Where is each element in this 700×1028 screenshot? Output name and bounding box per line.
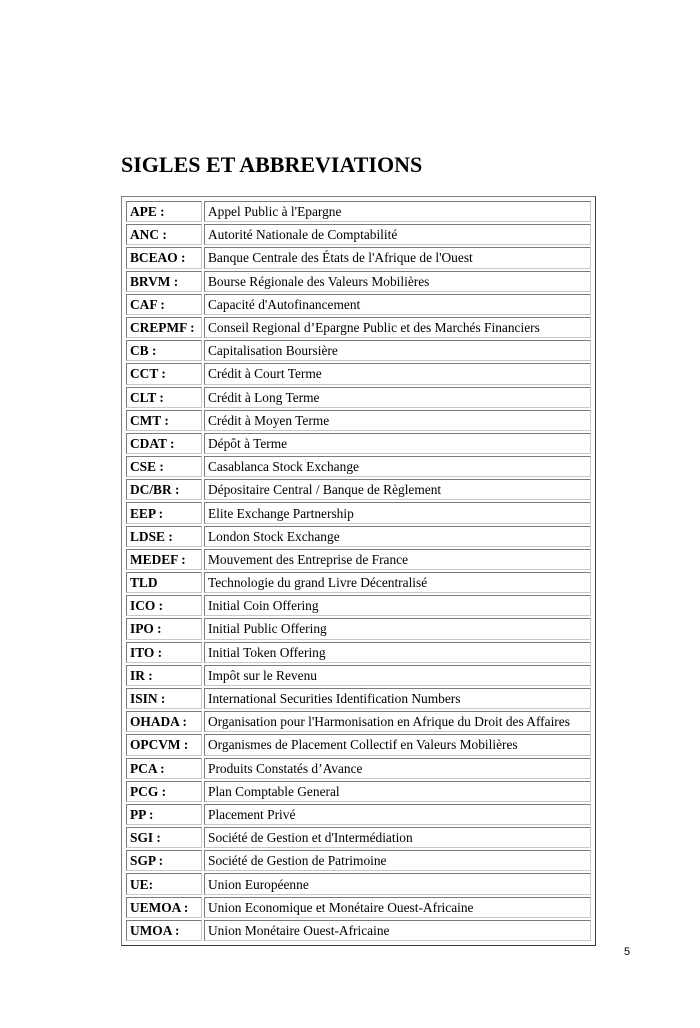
- abbreviation-term: SGI :: [126, 827, 202, 848]
- table-row: [126, 224, 591, 245]
- abbreviation-definition: Union Economique et Monétaire Ouest-Africaine: [204, 897, 591, 918]
- abbreviation-definition: Dépôt à Terme: [204, 433, 591, 454]
- abbreviation-term: PCG :: [126, 781, 202, 802]
- abbreviation-definition: Initial Token Offering: [204, 642, 591, 663]
- abbreviation-term: APE :: [126, 201, 202, 222]
- abbreviation-definition: Initial Public Offering: [204, 618, 591, 639]
- abbreviation-definition: Placement Privé: [204, 804, 591, 825]
- abbreviation-term: CDAT :: [126, 433, 202, 454]
- abbreviation-definition: Crédit à Court Terme: [204, 363, 591, 384]
- table-row: [126, 410, 591, 431]
- table-row: [126, 758, 591, 779]
- abbreviation-term: ANC :: [126, 224, 202, 245]
- table-row: [126, 479, 591, 500]
- abbreviations-table-body: [126, 201, 591, 941]
- table-row: [126, 363, 591, 384]
- table-row: [126, 711, 591, 732]
- abbreviation-definition: Technologie du grand Livre Décentralisé: [204, 572, 591, 593]
- abbreviation-term: ITO :: [126, 642, 202, 663]
- abbreviation-definition: Produits Constatés d’Avance: [204, 758, 591, 779]
- table-row: [126, 456, 591, 477]
- table-row: [126, 781, 591, 802]
- abbreviation-definition: Capitalisation Boursière: [204, 340, 591, 361]
- abbreviation-definition: Mouvement des Entreprise de France: [204, 549, 591, 570]
- table-row: [126, 433, 591, 454]
- abbreviation-definition: Appel Public à l'Epargne: [204, 201, 591, 222]
- table-row: [126, 920, 591, 941]
- abbreviation-definition: Initial Coin Offering: [204, 595, 591, 616]
- table-row: [126, 201, 591, 222]
- abbreviation-definition: Plan Comptable General: [204, 781, 591, 802]
- abbreviations-table-frame: [121, 196, 596, 946]
- abbreviation-term: BRVM :: [126, 271, 202, 292]
- table-row: [126, 526, 591, 547]
- table-row: [126, 549, 591, 570]
- abbreviation-definition: Union Monétaire Ouest-Africaine: [204, 920, 591, 941]
- abbreviation-term: PP :: [126, 804, 202, 825]
- table-row: [126, 317, 591, 338]
- table-row: [126, 340, 591, 361]
- table-row: [126, 827, 591, 848]
- abbreviation-definition: Elite Exchange Partnership: [204, 502, 591, 523]
- abbreviation-definition: Impôt sur le Revenu: [204, 665, 591, 686]
- abbreviation-definition: Autorité Nationale de Comptabilité: [204, 224, 591, 245]
- abbreviation-term: CSE :: [126, 456, 202, 477]
- abbreviation-term: CB :: [126, 340, 202, 361]
- abbreviation-term: MEDEF :: [126, 549, 202, 570]
- abbreviation-definition: Casablanca Stock Exchange: [204, 456, 591, 477]
- abbreviation-term: OHADA :: [126, 711, 202, 732]
- abbreviation-definition: Bourse Régionale des Valeurs Mobilières: [204, 271, 591, 292]
- abbreviation-term: CREPMF :: [126, 317, 202, 338]
- abbreviation-term: ICO :: [126, 595, 202, 616]
- table-row: [126, 502, 591, 523]
- abbreviation-definition: Organismes de Placement Collectif en Valeurs Mobilières: [204, 734, 591, 755]
- abbreviation-term: ISIN :: [126, 688, 202, 709]
- page-number: 5: [624, 946, 631, 958]
- table-row: [126, 897, 591, 918]
- abbreviation-definition: Conseil Regional d’Epargne Public et des Marchés Financiers: [204, 317, 591, 338]
- table-row: [126, 734, 591, 755]
- abbreviation-definition: Crédit à Long Terme: [204, 387, 591, 408]
- abbreviation-definition: Crédit à Moyen Terme: [204, 410, 591, 431]
- table-row: [126, 642, 591, 663]
- table-row: [126, 247, 591, 268]
- abbreviation-term: UE:: [126, 873, 202, 894]
- abbreviation-definition: Organisation pour l'Harmonisation en Afrique du Droit des Affaires: [204, 711, 591, 732]
- abbreviation-term: LDSE :: [126, 526, 202, 547]
- abbreviation-definition: Capacité d'Autofinancement: [204, 294, 591, 315]
- abbreviation-term: PCA :: [126, 758, 202, 779]
- abbreviation-definition: International Securities Identification Numbers: [204, 688, 591, 709]
- table-row: [126, 271, 591, 292]
- abbreviation-term: IR :: [126, 665, 202, 686]
- table-row: [126, 387, 591, 408]
- abbreviations-table: [124, 199, 593, 943]
- abbreviation-definition: London Stock Exchange: [204, 526, 591, 547]
- abbreviation-definition: Société de Gestion de Patrimoine: [204, 850, 591, 871]
- table-row: [126, 595, 591, 616]
- abbreviation-definition: Banque Centrale des États de l'Afrique de l'Ouest: [204, 247, 591, 268]
- table-row: [126, 804, 591, 825]
- abbreviation-term: OPCVM :: [126, 734, 202, 755]
- abbreviation-term: IPO :: [126, 618, 202, 639]
- table-row: [126, 850, 591, 871]
- abbreviation-definition: Dépositaire Central / Banque de Règlement: [204, 479, 591, 500]
- abbreviation-term: CCT :: [126, 363, 202, 384]
- abbreviation-term: CLT :: [126, 387, 202, 408]
- abbreviation-term: EEP :: [126, 502, 202, 523]
- abbreviation-term: TLD: [126, 572, 202, 593]
- abbreviation-definition: Union Européenne: [204, 873, 591, 894]
- abbreviation-definition: Société de Gestion et d'Intermédiation: [204, 827, 591, 848]
- table-row: [126, 294, 591, 315]
- table-row: [126, 618, 591, 639]
- abbreviation-term: UEMOA :: [126, 897, 202, 918]
- table-row: [126, 688, 591, 709]
- table-row: [126, 665, 591, 686]
- abbreviation-term: SGP :: [126, 850, 202, 871]
- table-row: [126, 572, 591, 593]
- abbreviation-term: UMOA :: [126, 920, 202, 941]
- abbreviation-term: BCEAO :: [126, 247, 202, 268]
- abbreviation-term: CAF :: [126, 294, 202, 315]
- abbreviation-term: CMT :: [126, 410, 202, 431]
- page-title: SIGLES ET ABBREVIATIONS: [121, 152, 423, 177]
- abbreviation-term: DC/BR :: [126, 479, 202, 500]
- table-row: [126, 873, 591, 894]
